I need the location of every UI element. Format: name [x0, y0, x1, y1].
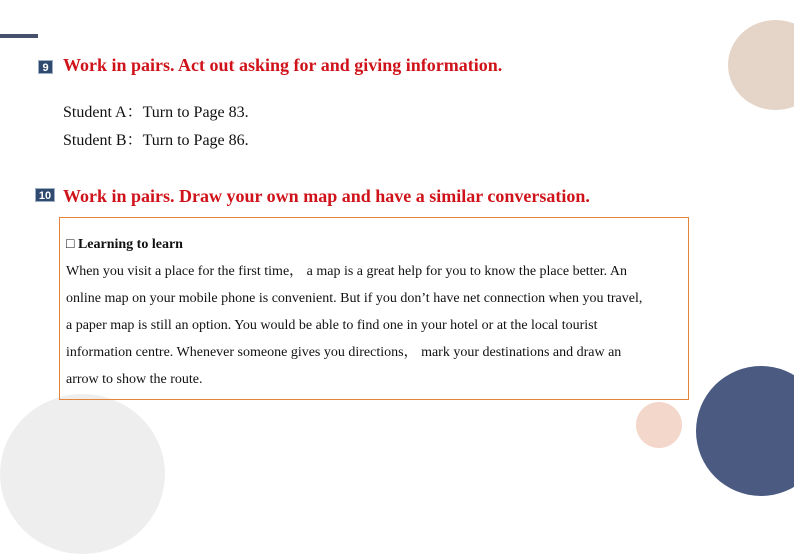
decorative-bar [0, 34, 38, 38]
box-line: online map on your mobile phone is convenient. But if you don’t have net connection when you travel, [66, 291, 643, 306]
student-a-line: Student A：Turn to Page 83. [63, 104, 249, 121]
student-b-line: Student B：Turn to Page 86. [63, 132, 249, 149]
exercise-number-badge: 10 [35, 188, 55, 202]
decorative-circle-navy [696, 366, 794, 496]
box-line: a paper map is still an option. You would be able to find one in your hotel or at the local tourist [66, 318, 598, 333]
box-title: □ Learning to learn [66, 237, 183, 252]
exercise-heading: Work in pairs. Draw your own map and have a similar conversation. [63, 186, 590, 206]
box-line: When you visit a place for the first time， a map is a great help for you to know the place better. An [66, 264, 627, 279]
decorative-circle-tan [728, 20, 794, 110]
exercise-heading: Work in pairs. Act out asking for and giving information. [63, 55, 503, 75]
exercise-number-badge: 9 [38, 60, 53, 74]
learning-to-learn-box [59, 217, 689, 400]
box-body [66, 258, 688, 393]
decorative-circle-pink [636, 402, 682, 448]
box-line: arrow to show the route. [66, 372, 203, 387]
box-line: information centre. Whenever someone gives you directions， mark your destinations and draw an [66, 345, 622, 360]
decorative-circle-gray [0, 394, 165, 554]
